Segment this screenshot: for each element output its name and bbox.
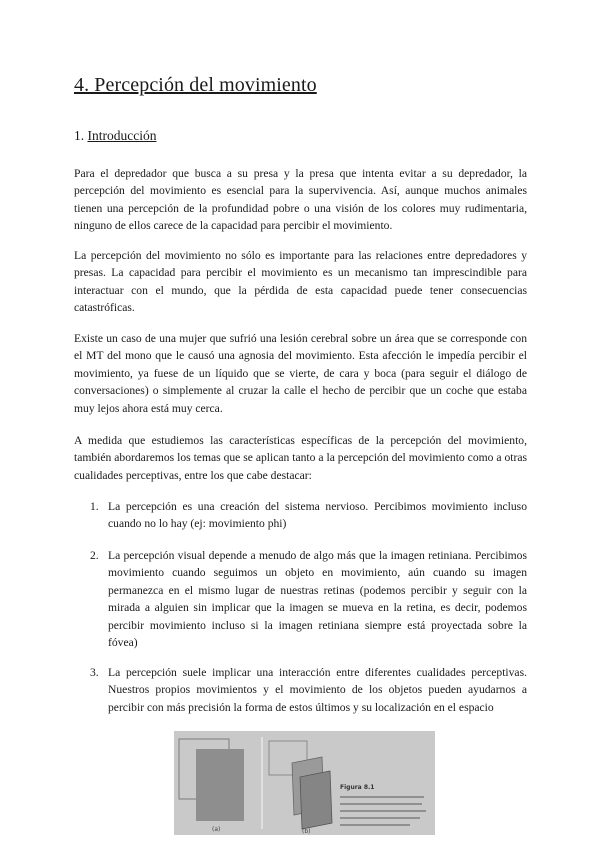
figure-a-label: (a) (212, 826, 221, 833)
list-item-3: La percepción suele implicar una interacción entre diferentes cualidades perceptivas. Nuestros propios movimientos y el movimiento de los objetos pueden ayudarnos a percibir con más precisión la forma de estos últimos y su localización en el espacio (108, 666, 527, 714)
figure-illustration (174, 731, 435, 835)
section-heading (74, 128, 156, 144)
list-number-1: 1. (90, 500, 99, 513)
list-item-2: La percepción visual depende a menudo de algo más que la imagen retiniana. Percibimos movimiento cuando seguimos un objeto en movimiento, aún cuando su imagen permanezca en el mismo lugar de nuestras retinas (podemos percibir y seguir con la mirada a alguien sin implicar que la imagen se mueva en la retina, es decir, podemos percibir movimiento incluso si la imagen retiniana siempre está proyectada sobre la fóvea) (108, 549, 527, 650)
figure-photo (174, 731, 435, 835)
page-title: 4. Percepción del movimiento (74, 74, 317, 96)
list-number-3: 3. (90, 666, 99, 679)
figure-b-panel-front (300, 771, 332, 829)
paragraph-1: Para el depredador que busca a su presa y la presa que intenta evitar a su depredador, la percepción del movimiento es esencial para la supervivencia. Así, aunque muchos animales tienen una percepción de la profundidad pobre o una visión de los colores muy rudimentaria, ninguno de ellos carece de la capacidad para percibir el movimiento. (74, 167, 527, 233)
paragraph-3: Existe un caso de una mujer que sufrió una lesión cerebral sobre un área que se corresponde con el MT del mono que le causó una agnosia del movimiento. Esta afección le impedía percibir el movimiento, ya fuese de un líquido que se vierte, de cara y boca (para seguir el diálogo de conversaciones) o simplemente al cruzar la calle el hecho de percibir que un coche que estaba muy lejos ahora está muy cerca. (74, 332, 527, 415)
figure-a-square (196, 749, 244, 821)
list-item-1: La percepción es una creación del sistema nervioso. Percibimos movimiento incluso cuando no lo hay (ej: movimiento phi) (108, 500, 527, 531)
figure-caption-title: Figura 8.1 (340, 784, 375, 791)
section-number: 1. (74, 128, 88, 143)
section-title: Introducción (87, 128, 157, 143)
list-number-2: 2. (90, 549, 99, 562)
paragraph-2: La percepción del movimiento no sólo es importante para las relaciones entre depredadores y presas. La capacidad para percibir el movimiento es un mecanismo tan imprescindible para interactuar con el mundo, que la pérdida de esta capacidad puede tener consecuencias catastróficas. (74, 249, 527, 315)
paragraph-4: A medida que estudiemos las características específicas de la percepción del movimiento, también abordaremos los temas que se aplican tanto a la percepción del movimiento como a otras cualidades perceptivas, entre los que cabe destacar: (74, 434, 527, 482)
figure-b-label: (b) (302, 828, 311, 835)
